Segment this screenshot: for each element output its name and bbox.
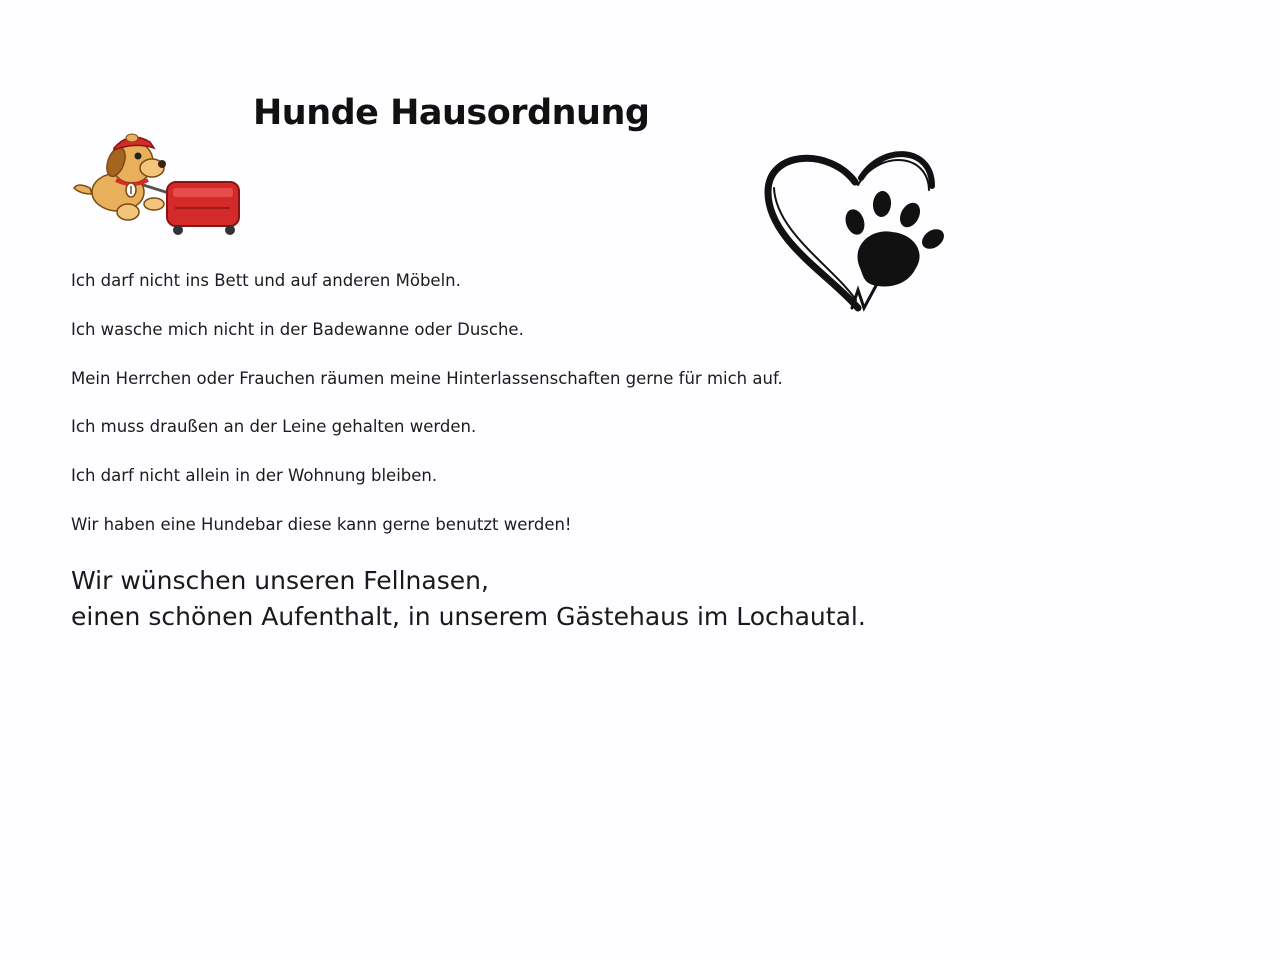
cartoon-dog [74, 134, 166, 220]
closing-message [71, 563, 866, 635]
closing-line-2: einen schönen Aufenthalt, in unserem Gästehaus im Lochautal. [71, 602, 866, 631]
rule-item: Wir haben eine Hundebar diese kann gerne benutzt werden! [71, 514, 572, 534]
house-rules-list [71, 268, 783, 561]
rule-item: Ich wasche mich nicht in der Badewanne oder Dusche. [71, 319, 524, 339]
heart-outline [768, 154, 932, 308]
paw-print [842, 190, 947, 286]
rule-item: Ich darf nicht allein in der Wohnung bleiben. [71, 466, 438, 486]
closing-line-1: Wir wünschen unseren Fellnasen, [71, 566, 489, 595]
suitcase [167, 182, 239, 235]
rule-item: Ich darf nicht ins Bett und auf anderen Möbeln. [71, 271, 461, 290]
heart-with-paw-print-icon [760, 140, 950, 315]
document-title: Hunde Hausordnung [253, 93, 650, 133]
rule-item: Ich muss draußen an der Leine gehalten werden. [71, 417, 477, 437]
dog-with-suitcase-illustration [70, 126, 245, 241]
rule-item: Mein Herrchen oder Frauchen räumen meine Hinterlassenschaften gerne für mich auf. [71, 368, 783, 388]
